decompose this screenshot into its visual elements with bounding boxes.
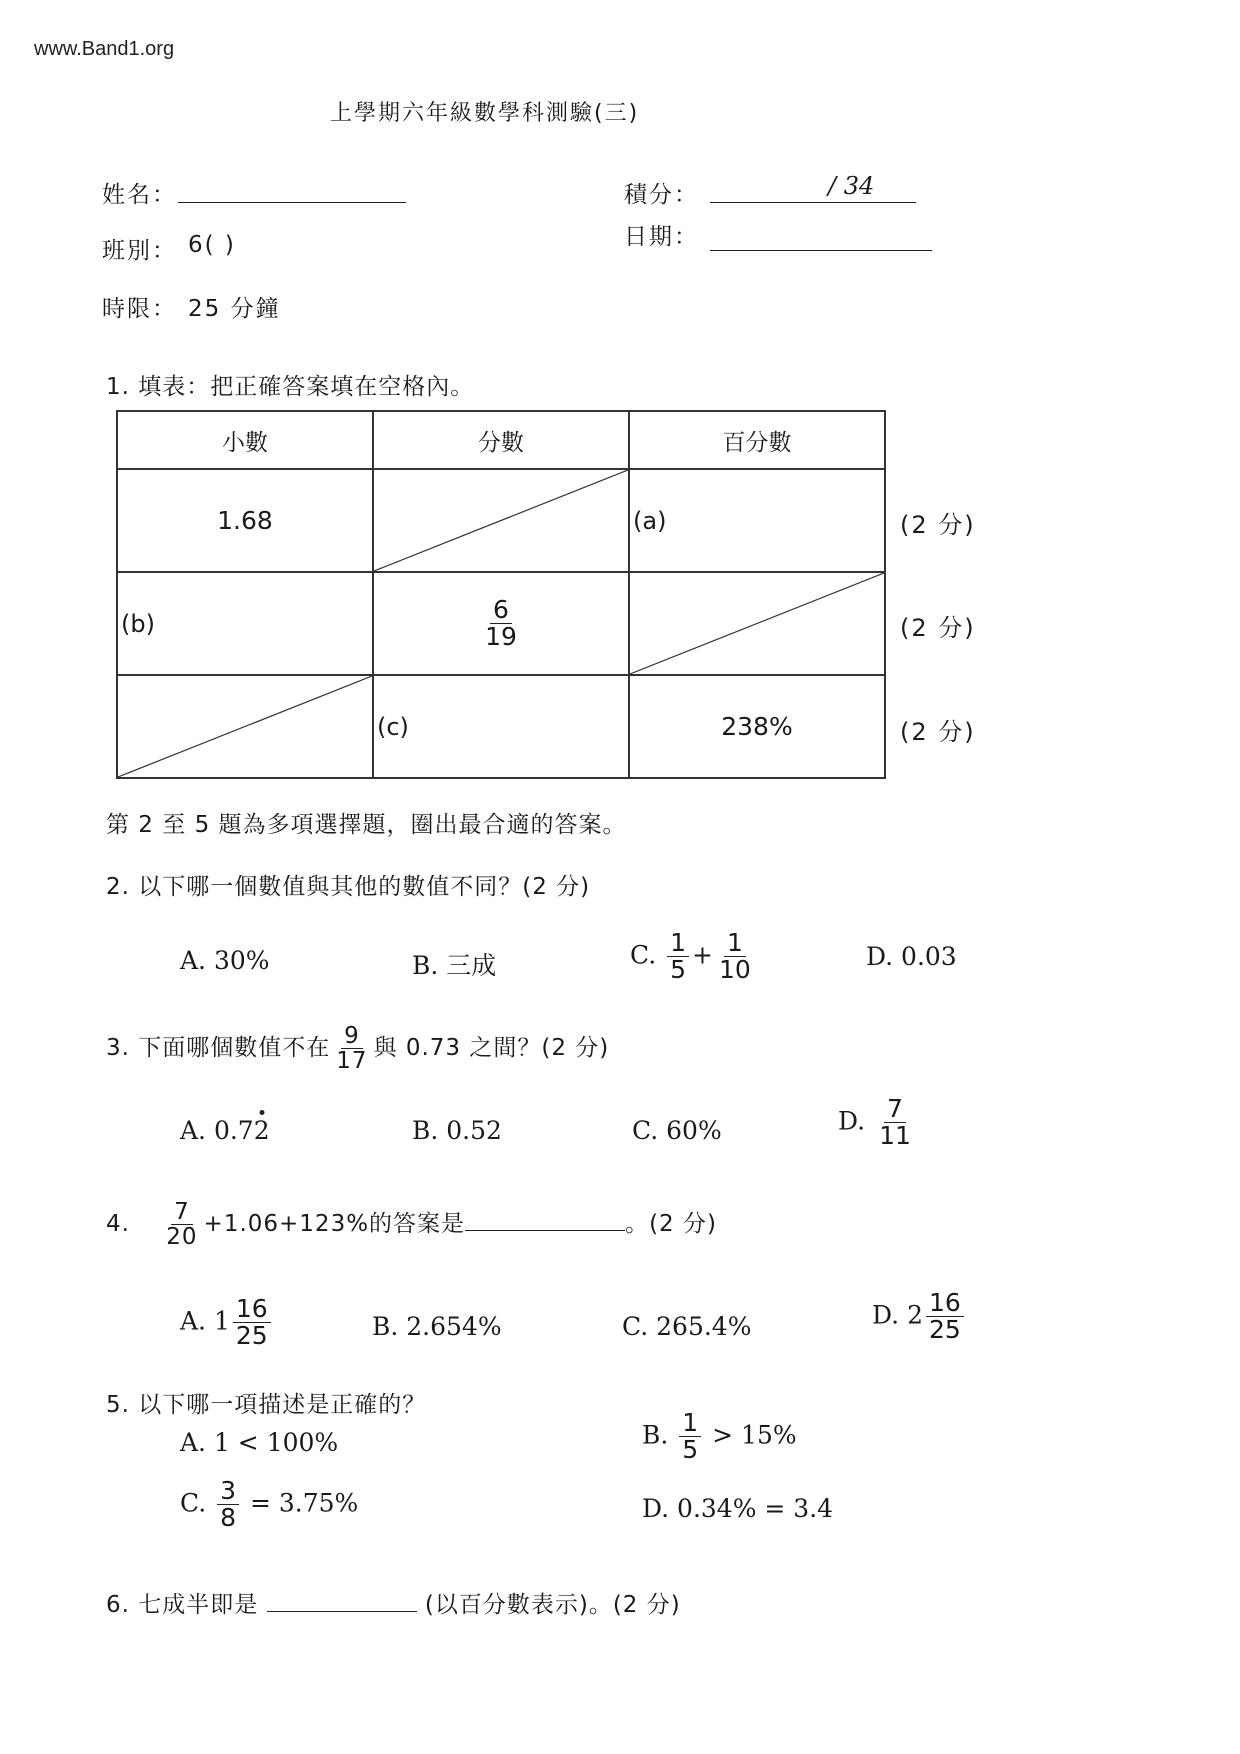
recurring-digit: 2 — [253, 1116, 270, 1145]
q2-option-b[interactable]: B. 三成 — [412, 951, 497, 980]
diagonal-slash — [118, 676, 372, 777]
name-label: 姓名： — [102, 182, 177, 208]
q3-option-c[interactable]: C. 60% — [632, 1116, 722, 1145]
class-value: 6( ) — [188, 232, 236, 258]
q5-option-c[interactable]: C. $\frac{3}{8}$ = 3.75% — [180, 1476, 359, 1533]
r3-fraction-cell[interactable] — [373, 675, 629, 778]
q4-option-c[interactable]: C. 265.4% — [622, 1312, 752, 1341]
q6-answer-blank[interactable] — [267, 1591, 417, 1612]
row1-score: (2 分) — [900, 511, 976, 539]
q3-d-frac: $\frac{7}{11}$ — [879, 1094, 911, 1151]
q4-prompt: 4. $\frac{7}{20}$ +1.06+123%的答案是 。(2 分) — [106, 1199, 717, 1251]
r1-decimal-cell — [117, 469, 373, 572]
q2-option-c[interactable] — [630, 930, 757, 984]
r1-percent-cell[interactable] — [629, 469, 885, 572]
q3-option-a[interactable]: A. 0.72 — [180, 1116, 270, 1145]
q2-c-frac1: $\frac{1}{5}$ — [667, 930, 689, 984]
r3-decimal-cell — [117, 675, 373, 778]
q5-option-a[interactable]: A. 1 < 100% — [180, 1428, 339, 1457]
q5-option-d[interactable]: D. 0.34% = 3.4 — [642, 1494, 834, 1523]
q4-option-d[interactable]: D. 2 $\frac{16}{25}$ — [872, 1290, 967, 1344]
q4-answer-blank[interactable] — [465, 1210, 625, 1231]
answer-tag-a: (a) — [633, 506, 667, 535]
q6-prompt: 6. 七成半即是 (以百分數表示)。(2 分) — [106, 1592, 681, 1618]
q4-option-a[interactable]: A. 1 $\frac{16}{25}$ — [180, 1296, 274, 1350]
q5-option-b[interactable]: B. $\frac{1}{5}$ > 15% — [642, 1408, 797, 1465]
class-label: 班別： — [102, 238, 177, 264]
q2-c-label: C. — [630, 940, 657, 970]
r2-fraction: $\frac{6}{19}$ — [485, 594, 517, 651]
diagonal-slash — [630, 573, 884, 674]
page-title: 上學期六年級數學科測驗(三) — [330, 101, 640, 126]
q3-frac: $\frac{9}{17}$ — [336, 1023, 368, 1075]
score-label: 積分： — [624, 182, 699, 208]
row3-score: (2 分) — [900, 718, 976, 746]
q5-b-frac: $\frac{1}{5}$ — [679, 1410, 701, 1464]
q2-prompt: 2. 以下哪一個數值與其他的數值不同？(2 分) — [106, 874, 591, 900]
time-label: 時限： — [102, 296, 177, 322]
answer-tag-b: (b) — [121, 609, 155, 638]
q2-option-a[interactable]: A. 30% — [180, 946, 270, 975]
name-field[interactable] — [178, 178, 406, 203]
r3-percent-cell — [629, 675, 885, 778]
q2-option-d[interactable]: D. 0.03 — [866, 942, 957, 971]
r2-fraction-cell — [373, 572, 629, 675]
r3-percent-value: 238% — [721, 712, 793, 741]
row2-score: (2 分) — [900, 614, 976, 642]
mc-instructions: 第 2 至 5 題為多項選擇題，圈出最合適的答案。 — [106, 812, 627, 838]
q3-option-d[interactable]: D. $\frac{7}{11}$ — [838, 1096, 917, 1150]
q4-a-frac: $\frac{16}{25}$ — [233, 1296, 271, 1350]
site-url: www.Band1.org — [34, 38, 175, 60]
q5-prompt: 5. 以下哪一項描述是正確的？ — [106, 1392, 427, 1418]
time-value: 25 分鐘 — [188, 296, 281, 322]
q4-frac: $\frac{7}{20}$ — [166, 1199, 198, 1251]
header-percent: 百分數 — [629, 411, 885, 469]
score-field[interactable] — [710, 178, 916, 203]
header-fraction: 分數 — [373, 411, 629, 469]
score-total: / 34 — [828, 172, 875, 200]
q3-prompt: 3. 下面哪個數值不在 $\frac{9}{17}$ 與 0.73 之間？(2 分) — [106, 1023, 610, 1075]
answer-tag-c: (c) — [377, 712, 409, 741]
r2-decimal-cell[interactable] — [117, 572, 373, 675]
q5-c-frac: $\frac{3}{8}$ — [217, 1478, 239, 1532]
date-field[interactable] — [710, 226, 932, 251]
q4-d-frac: $\frac{16}{25}$ — [926, 1290, 964, 1344]
q2-c-plus: + — [692, 940, 713, 970]
r2-percent-cell — [629, 572, 885, 675]
diagonal-slash — [374, 470, 628, 571]
q2-c-frac2: $\frac{1}{10}$ — [719, 928, 751, 985]
r1-decimal-value: 1.68 — [217, 506, 273, 535]
r1-fraction-cell — [373, 469, 629, 572]
q3-option-b[interactable]: B. 0.52 — [412, 1116, 502, 1145]
q1-prompt: 1. 填表：把正確答案填在空格內。 — [106, 374, 475, 400]
header-decimal: 小數 — [117, 411, 373, 469]
q4-option-b[interactable]: B. 2.654% — [372, 1312, 502, 1341]
conversion-table — [116, 410, 886, 779]
date-label: 日期： — [624, 224, 699, 250]
